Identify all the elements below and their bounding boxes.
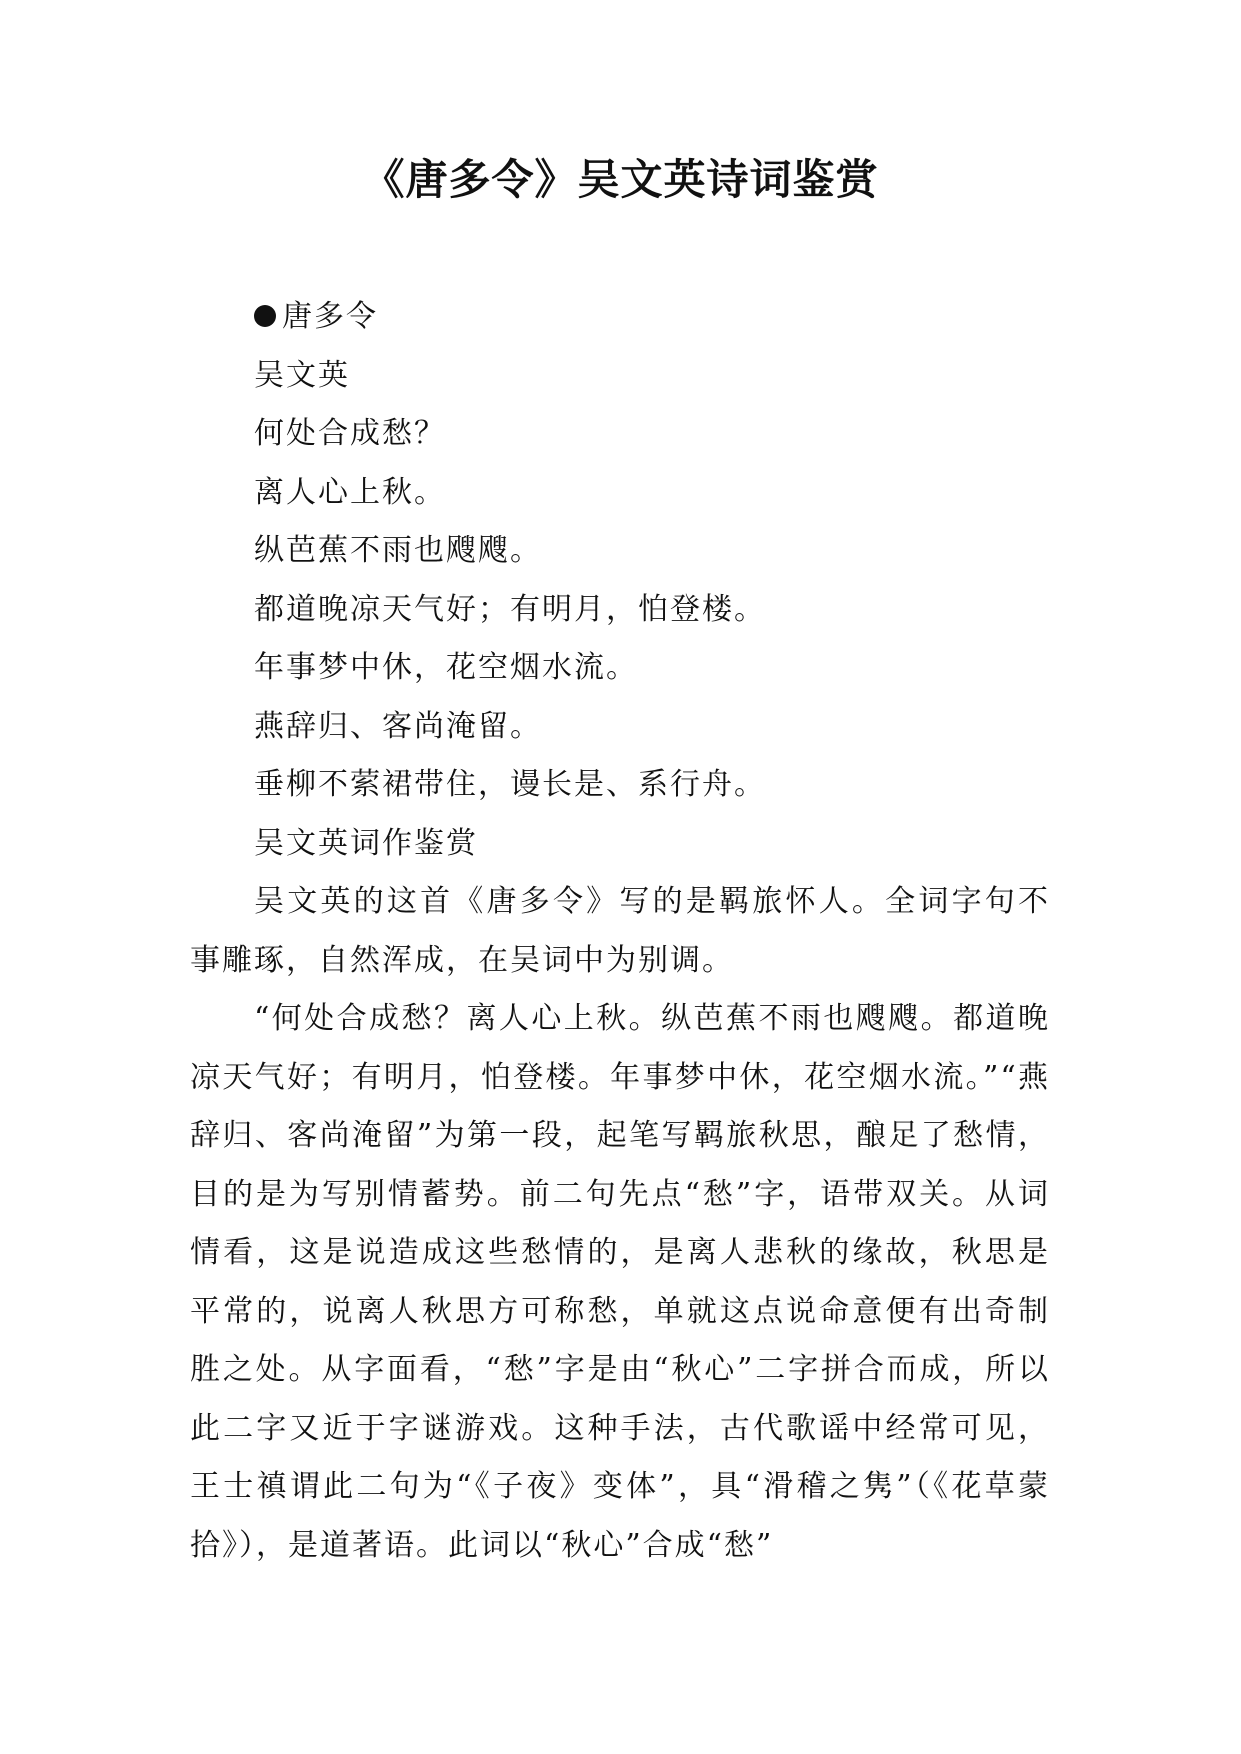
- poem-author: 吴文英: [254, 357, 350, 393]
- document-body: [190, 288, 1050, 1575]
- appreciation-heading: 吴文英词作鉴赏: [254, 825, 478, 861]
- poem-heading: [190, 288, 1050, 347]
- page-title: 《唐多令》吴文英诗词鉴赏: [362, 155, 879, 204]
- body-paragraph: “何处合成愁？离人心上秋。纵芭蕉不雨也飕飕。都道晚凉天气好；有明月，怕登楼。年事梦中休，花空烟水流。”“燕辞归、客尚淹留”为第一段，起笔写羁旅秋思，酿足了愁情，目的是为写别情蓄势。前二句先点“愁”字，语带双关。从词情看，这是说造成这些愁情的，是离人悲秋的缘故，秋思是平常的，说离人秋思方可称愁，单就这点说命意便有出奇制胜之处。从字面看，“愁”字是由“秋心”二字拼合而成，所以此二字又近于字谜游戏。这种手法，古代歌谣中经常可见，王士禛谓此二句为“《子夜》变体”，具“滑稽之隽”（《花草蒙拾》），是道著语。此词以“秋心”合成“愁”: [190, 1001, 1050, 1563]
- poem-heading-text: 唐多令: [282, 299, 378, 334]
- poem-line: 垂柳不萦裙带住，谩长是、系行舟。: [254, 767, 766, 802]
- poem-line: 纵芭蕉不雨也飕飕。: [254, 533, 542, 568]
- poem-line: 都道晚凉天气好；有明月，怕登楼。: [254, 591, 766, 627]
- poem-line: 年事梦中休，花空烟水流。: [254, 650, 638, 685]
- poem-line: 离人心上秋。: [254, 474, 446, 510]
- poem-line: 何处合成愁？: [254, 416, 446, 451]
- bullet-icon: [254, 305, 276, 327]
- body-paragraph: 吴文英的这首《唐多令》写的是羁旅怀人。全词字句不事雕琢，自然浑成，在吴词中为别调。: [190, 884, 1050, 978]
- poem-line: 燕辞归、客尚淹留。: [254, 708, 542, 744]
